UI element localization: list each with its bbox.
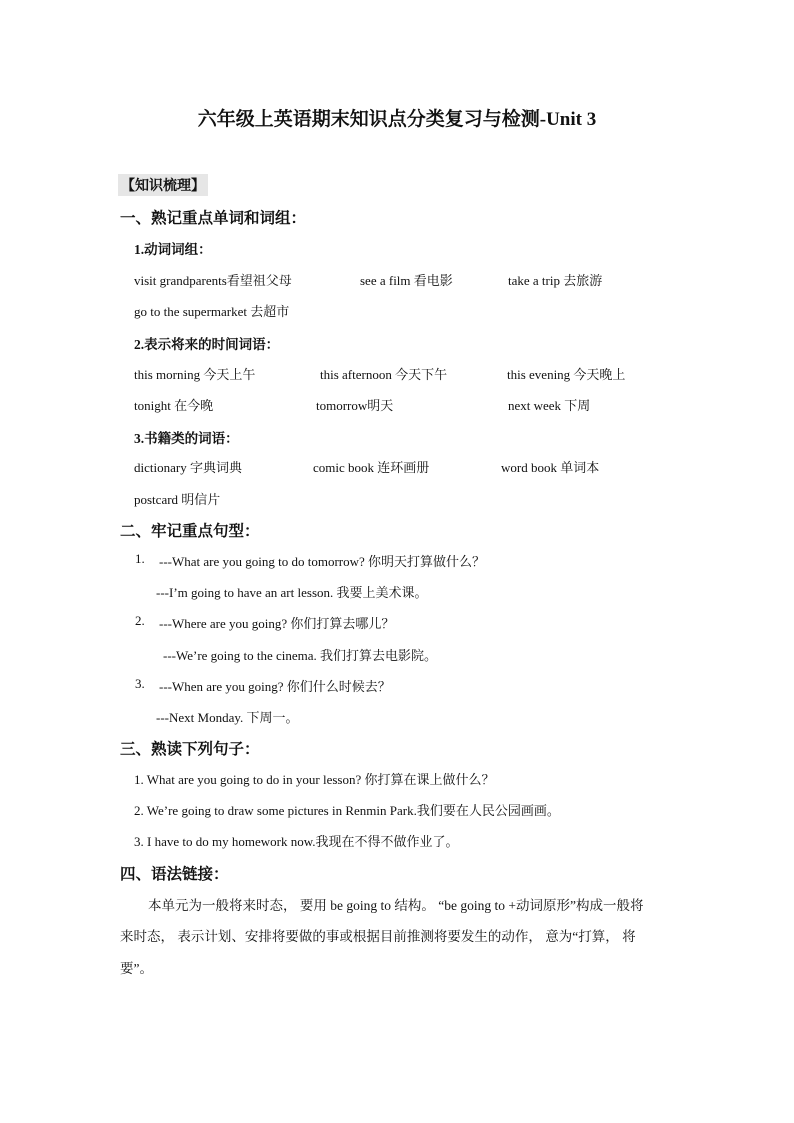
dialogue-question: ---When are you going? 你们什么时候去？ bbox=[159, 679, 391, 694]
vocab-item: this morning 今天上午 bbox=[134, 367, 256, 382]
sentence-item: 2. We’re going to draw some pictures in Renmin Park.我们要在人民公园画画。 bbox=[134, 803, 560, 818]
sub-heading-book-words: 3.书籍类的词语： bbox=[134, 431, 239, 446]
list-number: 3. bbox=[135, 676, 145, 691]
vocab-item: go to the supermarket 去超市 bbox=[134, 304, 290, 319]
vocab-item: visit grandparents看望祖父母 bbox=[134, 273, 292, 288]
vocab-item: see a film 看电影 bbox=[360, 273, 453, 288]
vocab-item: word book 单词本 bbox=[501, 460, 600, 475]
list-number: 2. bbox=[135, 613, 145, 628]
grammar-paragraph-line: 本单元为一般将来时态， 要用 be going to 结构。 “be going to +动词原形”构成一般将 bbox=[148, 898, 644, 913]
sentence-item: 3. I have to do my homework now.我现在不得不做作业了。 bbox=[134, 834, 459, 849]
list-number: 1. bbox=[135, 551, 145, 566]
sub-heading-time-words: 2.表示将来的时间词语： bbox=[134, 337, 280, 352]
dialogue-answer: ---I’m going to have an art lesson. 我要上美术课。 bbox=[156, 585, 428, 600]
sentence-item: 1. What are you going to do in your lesson? 你打算在课上做什么？ bbox=[134, 772, 495, 787]
vocab-item: this evening 今天晚上 bbox=[507, 367, 626, 382]
section-2-heading: 二、牢记重点句型： bbox=[120, 523, 260, 540]
grammar-paragraph-line: 要”。 bbox=[120, 961, 153, 976]
section-3-heading: 三、熟读下列句子： bbox=[120, 741, 260, 758]
section-tag: 【知识梳理】 bbox=[118, 174, 208, 196]
vocab-item: tonight 在今晚 bbox=[134, 398, 214, 413]
vocab-item: tomorrow明天 bbox=[316, 398, 394, 413]
dialogue-answer: ---Next Monday. 下周一。 bbox=[156, 710, 299, 725]
section-4-heading: 四、语法链接： bbox=[120, 866, 229, 883]
dialogue-answer: ---We’re going to the cinema. 我们打算去电影院。 bbox=[163, 648, 438, 663]
vocab-item: take a trip 去旅游 bbox=[508, 273, 603, 288]
vocab-item: postcard 明信片 bbox=[134, 492, 221, 507]
vocab-item: dictionary 字典词典 bbox=[134, 460, 242, 475]
vocab-item: this afternoon 今天下午 bbox=[320, 367, 448, 382]
page-title: 六年级上英语期末知识点分类复习与检测-Unit 3 bbox=[197, 109, 597, 130]
vocab-item: next week 下周 bbox=[508, 398, 591, 413]
vocab-item: comic book 连环画册 bbox=[313, 460, 430, 475]
dialogue-question: ---Where are you going? 你们打算去哪儿？ bbox=[159, 616, 395, 631]
sub-heading-verb-phrases: 1.动词词组： bbox=[134, 242, 212, 257]
dialogue-question: ---What are you going to do tomorrow? 你明天打算做什么？ bbox=[159, 554, 486, 569]
grammar-paragraph-line: 来时态， 表示计划、安排将要做的事或根据目前推测将要发生的动作， 意为“打算， 将 bbox=[120, 929, 636, 944]
section-1-heading: 一、熟记重点单词和词组： bbox=[120, 210, 307, 227]
